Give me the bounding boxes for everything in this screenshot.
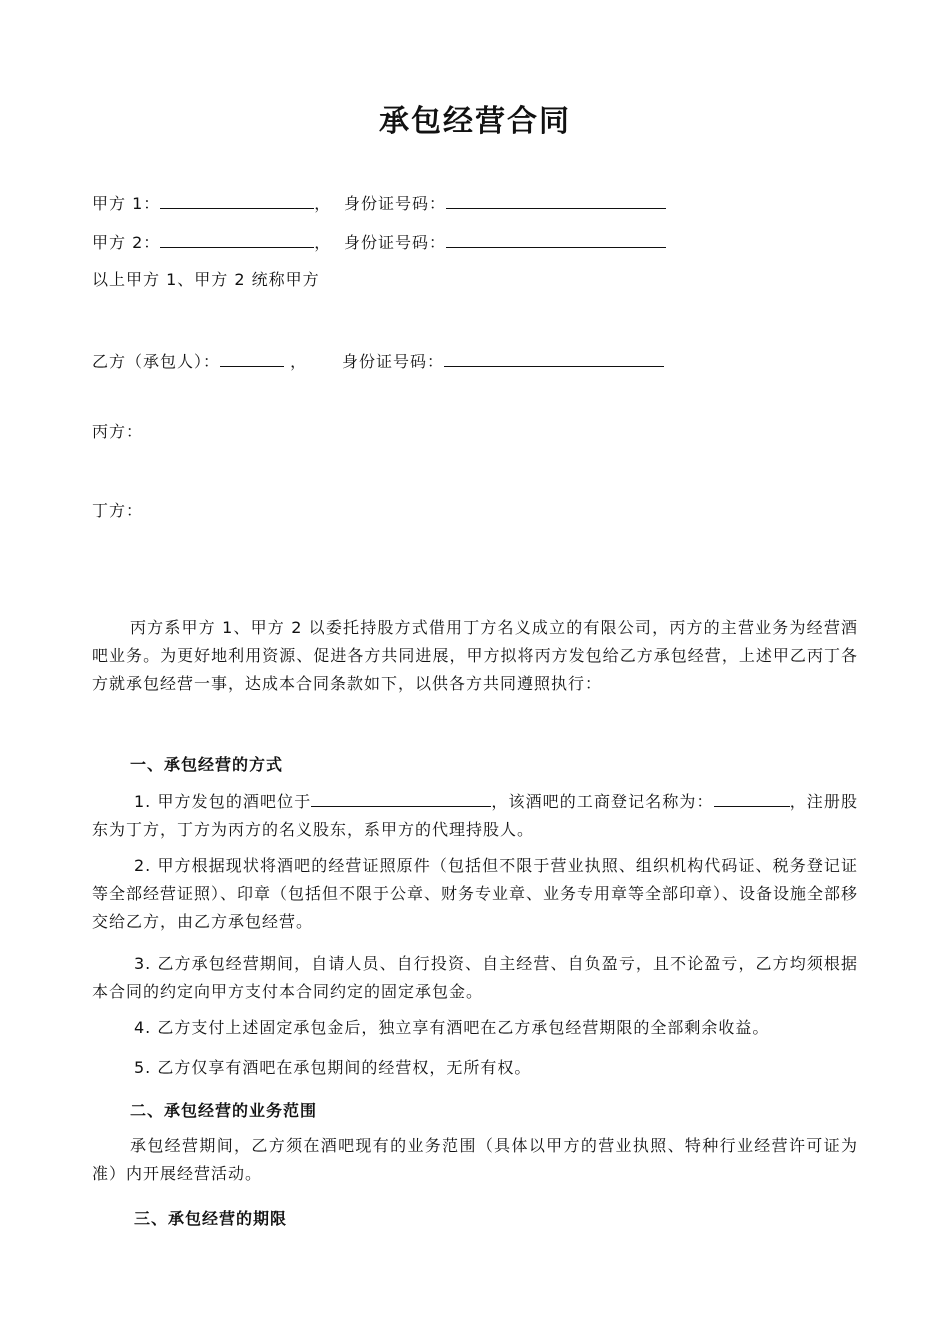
party-a2-line <box>92 231 331 253</box>
party-a2-comma: ， <box>314 233 332 252</box>
party-b-label: 乙方（承包人）： <box>92 352 221 371</box>
party-a2-label: 甲方 2： <box>92 233 161 252</box>
item1-text-c: ，注册股东为丁方，丁方为丙方的名义股东，系甲方的代理持股人。 <box>92 792 858 839</box>
party-a1-id-line <box>344 192 666 214</box>
section2-paragraph: 承包经营期间，乙方须在酒吧现有的业务范围（具体以甲方的营业执照、特种行业经营许可证为准）内开展经营活动。 <box>92 1136 858 1183</box>
party-b-id-line <box>342 350 664 372</box>
section3-heading: 三、承包经营的期限 <box>134 1209 288 1228</box>
party-b-id-field[interactable] <box>444 350 664 367</box>
section1-heading: 一、承包经营的方式 <box>130 755 284 774</box>
preamble-paragraph: 丙方系甲方 1、甲方 2 以委托持股方式借用丁方名义成立的有限公司，丙方的主营业务为经营酒吧业务。为更好地利用资源、促进各方共同进展，甲方拟将丙方发包给乙方承包经营，上述甲乙丙丁各方就承包经营一事，达成本合同条款如下，以供各方共同遵照执行： <box>92 618 858 693</box>
party-b-id-label: 身份证号码： <box>342 352 445 371</box>
party-d-label: 丁方： <box>92 501 144 520</box>
party-a1-comma: ， <box>314 194 332 213</box>
section1-item3: 3. 乙方承包经营期间，自请人员、自行投资、自主经营、自负盈亏，且不论盈亏，乙方均须根据本合同的约定向甲方支付本合同约定的固定承包金。 <box>92 954 858 1001</box>
party-b-name-field[interactable] <box>220 350 284 367</box>
party-a-note: 以上甲方 1、甲方 2 统称甲方 <box>92 270 320 289</box>
party-a2-id-line <box>344 231 666 253</box>
section1-item5: 5. 乙方仅享有酒吧在承包期间的经营权，无所有权。 <box>134 1058 532 1077</box>
party-a1-id-label: 身份证号码： <box>344 194 447 213</box>
party-a2-id-label: 身份证号码： <box>344 233 447 252</box>
party-a1-name-field[interactable] <box>160 192 314 209</box>
party-a1-id-field[interactable] <box>446 192 666 209</box>
bar-registered-name-field[interactable] <box>714 788 790 807</box>
party-a2-name-field[interactable] <box>160 231 314 248</box>
document-title: 承包经营合同 <box>379 104 571 139</box>
section1-item4: 4. 乙方支付上述固定承包金后，独立享有酒吧在乙方承包经营期限的全部剩余收益。 <box>134 1018 770 1037</box>
party-a1-label: 甲方 1： <box>92 194 161 213</box>
party-a1-line <box>92 192 331 214</box>
party-b-line <box>92 350 307 372</box>
item1-text-a: 1. 甲方发包的酒吧位于 <box>134 792 312 811</box>
party-a2-id-field[interactable] <box>446 231 666 248</box>
section2-heading: 二、承包经营的业务范围 <box>130 1101 318 1120</box>
party-c-label: 丙方： <box>92 422 144 441</box>
party-b-comma: ， <box>284 352 308 371</box>
section1-item2: 2. 甲方根据现状将酒吧的经营证照原件（包括但不限于营业执照、组织机构代码证、税务登记证等全部经营证照）、印章（包括但不限于公章、财务专业章、业务专用章等全部印章）、设备设施全部移交给乙方，由乙方承包经营。 <box>92 856 859 931</box>
bar-location-field[interactable] <box>311 788 491 807</box>
section1-item1 <box>92 788 858 844</box>
item1-text-b: ，该酒吧的工商登记名称为： <box>491 792 714 811</box>
